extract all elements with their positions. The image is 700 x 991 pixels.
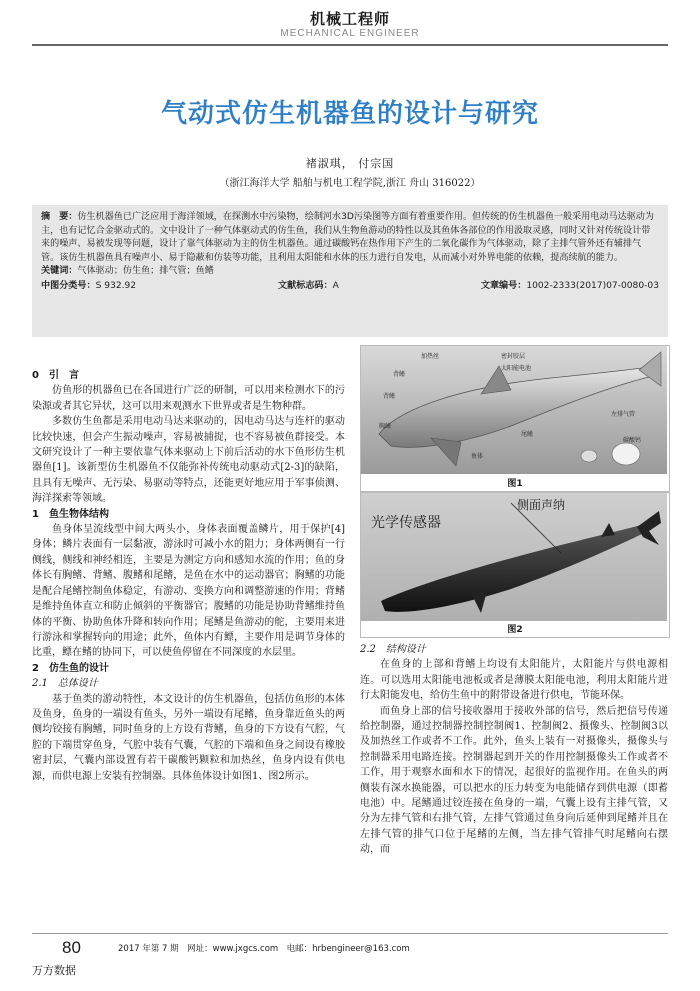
- footer-info: 2017 年第 7 期 网址：www.jxgcs.com 电邮：hrbengineer@163.com: [118, 944, 410, 954]
- paragraph: 多数仿生鱼都是采用电动马达来驱动的，因电动马达与连杆的驱动比较快速，但会产生振动噪声，容易被捕捉，也不容易被鱼群接受。本文研究设计了一种主要依靠气体来驱动上下前后活动的水下鱼形仿生机器鱼[1]。该新型仿生机器鱼不仅能弥补传统电动驱动式[2-3]的缺陷，且具有无噪声、无污染、易驱动等特点，还能更好地应用于军事侦测、海洋探索等领域。: [32, 416, 345, 505]
- figure-1: [360, 345, 670, 492]
- keywords-line: [41, 265, 659, 279]
- section-1-heading: 1 鱼生物体结构: [32, 508, 109, 520]
- section-2-2-heading: 2.2 结构设计: [360, 644, 426, 655]
- article-no-label: 文章编号：: [480, 280, 527, 291]
- section-2-1-heading: 2.1 总体设计: [32, 678, 98, 690]
- section-2-heading: 2 仿生鱼的设计: [32, 662, 109, 674]
- affiliation: （浙江海洋大学 船舶与机电工程学院,浙江 舟山 316022）: [219, 178, 481, 189]
- doc-code-label: 文献标志码：: [278, 280, 333, 291]
- fig1-label-1: 加热丝: [421, 353, 440, 360]
- fig1-label-8: 尾鳍: [521, 431, 534, 438]
- side-sonar-label: 侧面声纳: [517, 498, 566, 512]
- database-watermark: 万方数据: [32, 964, 76, 977]
- keywords: 气体驱动；仿生鱼；排气管；鱼鳍: [77, 266, 214, 277]
- fish-exterior-illustration: [361, 493, 667, 621]
- journal-name-en: MECHANICAL ENGINEER: [280, 28, 420, 39]
- fig1-label-10: 碳酸钙: [623, 437, 642, 444]
- journal-name-cn: 机械工程师: [309, 10, 390, 28]
- abstract-paragraph: [41, 211, 659, 265]
- abstract-label: 摘 要：: [41, 212, 78, 222]
- abstract-box: [32, 205, 668, 337]
- fig1-label-2: 背鳍: [393, 371, 406, 378]
- doc-code-value: A: [332, 280, 339, 291]
- fig1-label-6: 左排气管: [611, 411, 636, 418]
- page-number: 80: [62, 938, 81, 957]
- paragraph: 在鱼身的上部和背鳍上均设有太阳能片，太阳能片与供电源相连。可以选用太阳能电池板或者是薄膜太阳能电池，利用太阳能片进行太阳能发电，给仿生鱼中的附带设备进行供电，节能环保。: [360, 659, 668, 702]
- classification-row: [41, 280, 659, 294]
- footer-divider: [32, 933, 668, 934]
- article-no-field: [481, 280, 659, 294]
- small-canister: [581, 450, 597, 462]
- paragraph: 仿鱼形的机器鱼已在各国进行广泛的研制，可以用来检测水下的污染源或者其它异状，这可以用来观测水下世界或者是生物种群。: [32, 385, 345, 412]
- figure-2: [360, 492, 670, 638]
- abstract-text: 仿生机器鱼已广泛应用于海洋领域，在探测水中污染物，绘制河水3D污染图等方面有着重要作用。但传统的仿生机器鱼一般采用电动马达驱动为主，也有记忆合金驱动式的。文中设计了一种气体驱动式的仿生鱼，我们从生物鱼游动的特性以及其鱼体各部位的作用汲取灵感，同时又针对传统设计带来的噪声、易被发现等问题，设计了靠气体驱动为主的仿生机器鱼。通过碳酸钙在热作用下产生的二氧化碳作为气体驱动，除了主排气管外还有辅排气管。该仿生机器鱼具有噪声小、易于隐蔽和仿装等功能，且利用太阳能和水体的压力进行自发电，从而减小对外界电能的依赖，提高续航的能力。: [41, 212, 654, 263]
- section-0-heading: 0 引 言: [32, 370, 79, 381]
- fig1-label-3: 密封胶层: [501, 353, 526, 360]
- optical-sensor-label: 光学传感器: [371, 515, 441, 531]
- article-no-value: 1002-2333(2017)07-0080-03: [526, 280, 659, 291]
- fig1-label-7: 胸鳍: [379, 423, 392, 430]
- fig1-label-9: 鱼体: [471, 453, 484, 460]
- doc-code-field: [278, 280, 339, 294]
- paragraph: 鱼身体呈流线型中间大两头小，身体表面覆盖鳞片，用于保护[4]身体；鳞片表面有一层黏液，游泳时可减小水的阻力；身体两侧有一行侧线，侧线和神经相连，主要是为测定方向和感知水流的作用；鱼的身体长有胸鳍、背鳍、腹鳍和尾鳍，是鱼在水中的运动器官；胸鳍的功能是配合尾鳍控制鱼体稳定，有游动、变换方向和调整游速的作用；背鳍是维持鱼体直立和防止倾斜的平衡器官；腹鳍的功能是协助背鳍维持鱼体的平衡、协助鱼体升降和转向作用；尾鳍是鱼游动的舵，主要用来进行游泳和掌握转向的用途；此外，鱼体内有鳔，主要作用是调节身体的比重，鳔在鳍的协同下，可以使鱼停留在不同深度的水层里。: [32, 524, 345, 659]
- header-divider: [32, 44, 668, 46]
- figure-1-caption: 图1: [507, 479, 523, 489]
- paragraph: 基于鱼类的游动特性，本文设计的仿生机器鱼，包括仿鱼形的本体及鱼身，鱼身的一端设有鱼头，另外一端设有尾鳍，鱼身靠近鱼头的两侧均铰接有胸鳍，同时鱼身的上方设有背鳍，鱼身的下方设有气腔，气腔的下端贯穿鱼身，气腔中装有气囊，气腔的下端和鱼身之间设有橡胶密封层，气囊内部设置有若干碳酸钙颗粒和加热丝，鱼身内设有供电源，而供电源上安装有控制器。具体鱼体设计如图1、图2所示。: [32, 693, 345, 782]
- clc-value: S 932.92: [95, 280, 137, 291]
- clc-label: 中图分类号：: [41, 280, 96, 291]
- right-column: [360, 642, 668, 858]
- figure-2-caption: 图2: [507, 625, 523, 635]
- left-column: [32, 368, 345, 784]
- keywords-label: 关键词：: [41, 266, 78, 277]
- fig1-label-5: 背鳍: [383, 393, 396, 400]
- clc-field: [41, 280, 136, 294]
- article-title: 气动式仿生机器鱼的设计与研究: [160, 99, 539, 129]
- paragraph: 而鱼身上部的信号接收器用于接收外部的信号，然后把信号传递给控制器，通过控制器控制控制阀1、控制阀2、摄像头、控制阀3以及加热丝工作或者不工作。此外，鱼头上装有一对摄像头，摄像头与控制器采用电路连接。控制器起到开关的作用控制摄像头工作或者不工作，用于观察水面和水下的情况，起很好的监视作用。在鱼头的两侧装有深水换能器，可以把水的压力转变为电能储存到供电源（即蓄电池）中。尾鳍通过铰连接在鱼身的一端，气囊上设有主排气管，又分为左排气管和右排气管，左排气管通过鱼身向后延伸到尾鳍并且在左排气管的排气口位于尾鳍的左侧，当左排气管排气时尾鳍向右摆动，而: [360, 705, 668, 856]
- fig1-label-4: 太阳能电池: [501, 365, 532, 372]
- calcium-carbonate-canister: [612, 443, 640, 465]
- authors: 褚淑琪， 付宗国: [305, 157, 395, 170]
- fish-cutaway-illustration: [361, 346, 667, 474]
